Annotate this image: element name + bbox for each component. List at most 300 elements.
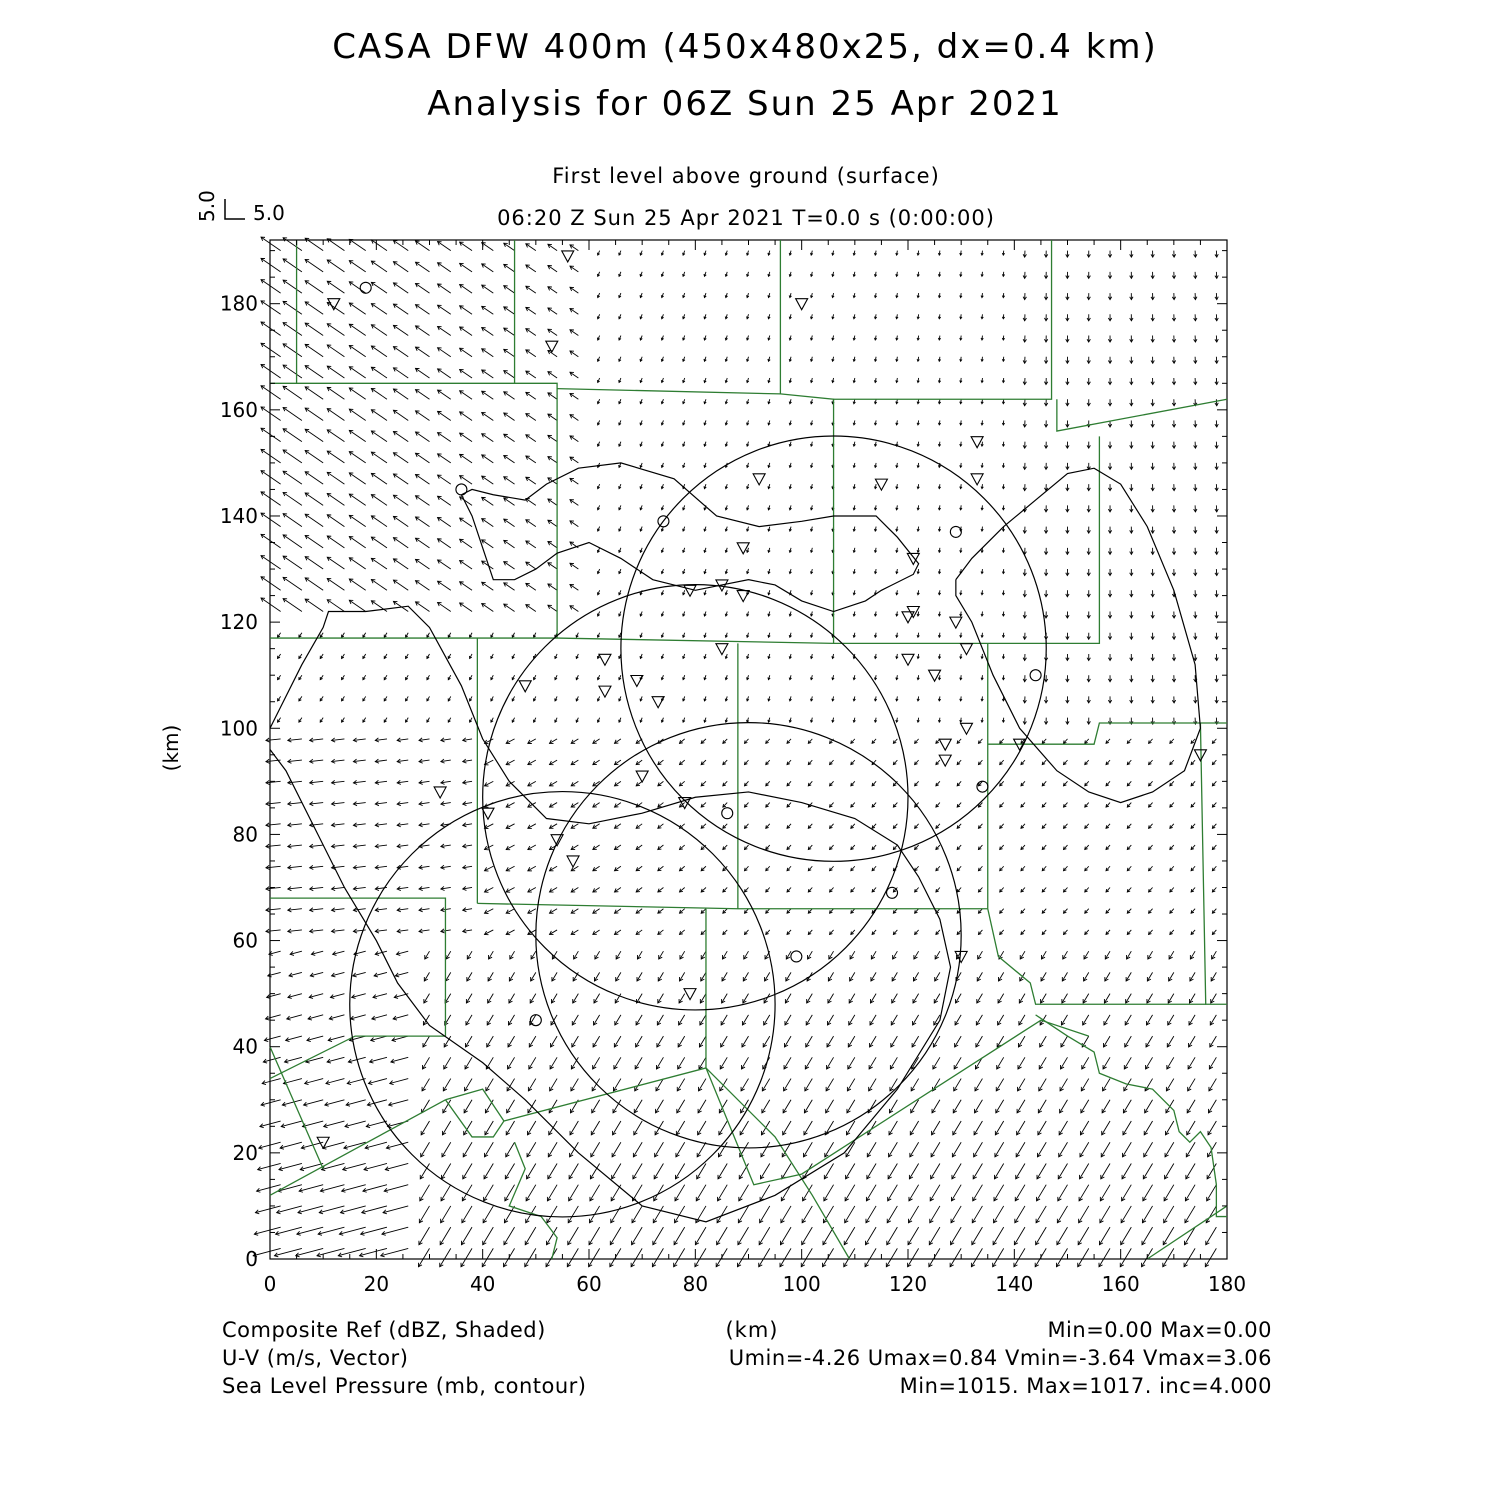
wind-vector	[349, 367, 365, 378]
wind-vector	[993, 1227, 1004, 1245]
wind-vector	[908, 1248, 919, 1266]
wind-vector	[460, 285, 472, 294]
wind-vector	[462, 1206, 472, 1223]
wind-vector	[909, 1185, 919, 1201]
wind-vector	[261, 280, 281, 293]
wind-vector	[261, 534, 281, 547]
wind-vector	[460, 433, 472, 442]
wind-vector	[1165, 1163, 1174, 1178]
wind-vector	[442, 1163, 451, 1178]
wind-vector	[954, 1079, 961, 1091]
station-circle-marker	[722, 808, 733, 819]
wind-vector	[382, 1227, 408, 1234]
wind-vector	[675, 1185, 685, 1201]
wind-vector	[283, 577, 302, 590]
wind-vector	[416, 602, 430, 612]
wind-vector	[349, 303, 365, 314]
wind-vector	[930, 1185, 940, 1201]
county-line	[557, 389, 833, 644]
wind-vector	[1185, 1185, 1195, 1201]
y-tick-label: 140	[219, 503, 258, 528]
wind-vector	[305, 535, 323, 547]
wind-vector	[739, 1163, 748, 1178]
wind-vector	[1101, 1142, 1110, 1157]
wind-vector	[283, 535, 302, 548]
wind-vector	[845, 1206, 855, 1223]
wind-vector	[393, 410, 408, 420]
wind-vector	[1017, 1100, 1025, 1113]
wind-vector	[261, 428, 281, 441]
wind-vector	[994, 1163, 1003, 1178]
wind-vector	[1103, 1079, 1110, 1091]
wind-vector	[349, 430, 365, 441]
legend-field-pressure: Sea Level Pressure (mb, contour)	[222, 1374, 587, 1398]
wind-vector	[1166, 1121, 1174, 1135]
wind-vector	[699, 1079, 706, 1091]
wind-vector	[305, 366, 323, 378]
wind-vector	[416, 432, 430, 442]
wind-vector	[261, 577, 281, 590]
wind-vector	[460, 582, 472, 591]
wind-vector	[845, 1185, 855, 1201]
wind-vector	[416, 475, 430, 485]
wind-vector	[482, 519, 494, 527]
wind-vector	[656, 1100, 664, 1113]
county-line	[509, 1142, 557, 1259]
wind-vector	[737, 1248, 748, 1266]
wind-vector	[438, 560, 451, 569]
wind-vector	[349, 261, 365, 272]
wind-vector	[460, 518, 472, 527]
wind-vector	[1014, 1227, 1025, 1245]
wind-vector	[283, 408, 302, 421]
wind-vector	[349, 345, 365, 356]
wind-vector	[589, 1227, 600, 1245]
wind-vector	[1081, 1100, 1089, 1113]
wind-vector	[1078, 1227, 1089, 1245]
wind-vector	[482, 328, 494, 336]
wind-vector	[440, 1227, 451, 1245]
wind-vector	[482, 243, 494, 251]
wind-vector	[393, 453, 408, 463]
wind-vector	[1143, 1163, 1152, 1178]
wind-vector	[698, 1100, 706, 1113]
wind-vector	[305, 578, 323, 590]
axis-ticks	[220, 240, 1246, 1296]
vector-scale-u-label: 5.0	[253, 201, 285, 225]
county-line	[834, 240, 1052, 399]
county-line	[477, 903, 987, 908]
wind-vector	[1100, 1206, 1110, 1223]
wind-vector	[1038, 1121, 1046, 1135]
wind-vector	[824, 1185, 834, 1201]
station-triangle-marker	[737, 591, 749, 602]
wind-vector	[283, 301, 302, 314]
wind-vector	[460, 327, 472, 336]
wind-vector	[1058, 1163, 1067, 1178]
x-tick-label: 160	[1101, 1272, 1140, 1296]
wind-vector	[438, 539, 451, 548]
wind-vector	[419, 1227, 430, 1245]
wind-vector	[741, 1079, 748, 1091]
wind-vector	[465, 1079, 472, 1091]
wind-vector	[1039, 1079, 1046, 1091]
wind-vector	[371, 388, 387, 399]
station-triangle-marker	[939, 739, 951, 750]
wind-vector	[591, 1142, 600, 1157]
wind-vector	[973, 1163, 982, 1178]
wind-vector	[419, 1206, 429, 1223]
wind-vector	[951, 1227, 962, 1245]
wind-vector	[1018, 1079, 1025, 1091]
wind-vector	[349, 409, 365, 420]
wind-vector	[759, 1248, 770, 1266]
wind-vector	[327, 472, 344, 484]
wind-vector	[911, 1079, 918, 1091]
wind-vector	[1123, 1142, 1132, 1157]
wind-vector	[327, 600, 344, 612]
wind-vector	[384, 1185, 408, 1191]
wind-vector	[590, 1185, 600, 1201]
wind-vector	[484, 1163, 493, 1178]
x-tick-label: 40	[469, 1272, 496, 1296]
wind-vector	[1143, 1185, 1153, 1201]
wind-vector	[506, 1121, 514, 1135]
wind-vector	[676, 1142, 685, 1157]
wind-vector	[460, 454, 472, 463]
station-triangle-marker	[551, 835, 563, 846]
wind-vector	[633, 1142, 642, 1157]
wind-vector	[420, 1185, 430, 1201]
wind-vector	[504, 286, 515, 293]
wind-vector	[283, 471, 302, 484]
wind-vector	[283, 514, 302, 527]
wind-vector	[653, 1227, 664, 1245]
wind-vector	[569, 1185, 579, 1201]
wind-vector	[393, 516, 408, 526]
wind-vector	[460, 603, 472, 612]
wind-vector	[1184, 1248, 1195, 1266]
wind-vector	[283, 599, 302, 612]
wind-vector	[783, 1121, 791, 1135]
wind-vector	[1145, 1100, 1153, 1113]
station-triangle-marker	[796, 299, 808, 310]
wind-vector	[416, 262, 430, 272]
wind-vector	[416, 305, 430, 315]
wind-vector	[283, 344, 302, 357]
wind-vector	[1099, 1227, 1110, 1245]
wind-vector	[612, 1163, 621, 1178]
wind-vector	[568, 1206, 578, 1223]
wind-vector	[365, 1142, 387, 1148]
wind-vector	[484, 1185, 494, 1201]
wind-vector	[505, 1163, 514, 1178]
wind-vector	[371, 325, 387, 336]
wind-vector	[674, 1227, 685, 1245]
wind-vector	[416, 347, 430, 357]
y-tick-label: 180	[219, 291, 258, 316]
wind-vector	[483, 1227, 494, 1245]
wind-vector	[371, 495, 387, 506]
wind-vector	[888, 1163, 897, 1178]
wind-vector	[761, 1163, 770, 1178]
wind-vector	[866, 1185, 876, 1201]
wind-vector	[1079, 1185, 1089, 1201]
wind-vector	[826, 1100, 834, 1113]
wind-vector	[327, 281, 344, 293]
wind-vector	[438, 305, 451, 314]
county-line	[270, 240, 297, 383]
wind-vector	[526, 1185, 536, 1201]
wind-vector	[327, 536, 344, 548]
y-tick-label: 40	[232, 1034, 258, 1059]
wind-vector	[504, 434, 515, 441]
wind-vector	[277, 1206, 302, 1213]
wind-vector	[305, 557, 323, 569]
station-triangle-marker	[902, 612, 914, 623]
wind-vector	[257, 1185, 281, 1191]
station-circle-marker	[791, 951, 802, 962]
wind-vector	[261, 343, 281, 356]
wind-vector	[589, 1248, 600, 1266]
wind-vector	[261, 513, 281, 526]
wind-vector	[281, 1121, 302, 1127]
wind-vector	[416, 241, 430, 251]
wind-vector	[371, 410, 387, 421]
y-tick-label: 100	[219, 716, 258, 741]
station-triangle-marker	[939, 755, 951, 766]
wind-vector	[349, 324, 365, 335]
wind-vector	[504, 307, 515, 314]
wind-vector	[421, 1142, 430, 1157]
wind-vector	[1208, 1121, 1216, 1135]
wind-vector	[1099, 1248, 1110, 1266]
wind-vector	[393, 368, 408, 378]
wind-vector	[393, 389, 408, 399]
station-triangle-marker	[902, 654, 914, 665]
y-axis-label: (km)	[159, 724, 183, 772]
wind-vector	[371, 431, 387, 442]
wind-vector	[341, 1206, 366, 1213]
station-triangle-marker	[684, 585, 696, 596]
wind-vector	[438, 369, 451, 378]
station-triangle-marker	[753, 474, 765, 485]
wind-vector	[525, 1227, 536, 1245]
wind-vector	[1164, 1185, 1174, 1201]
wind-vector	[279, 1163, 302, 1169]
wind-vector	[418, 1248, 429, 1266]
wind-vector	[887, 1227, 898, 1245]
wind-vector	[486, 1079, 493, 1091]
wind-vector	[504, 1206, 514, 1223]
wind-vector	[317, 1248, 344, 1255]
wind-vector	[464, 1100, 472, 1113]
station-triangle-marker	[562, 251, 574, 262]
wind-vector	[1122, 1185, 1132, 1201]
wind-vector	[803, 1163, 812, 1178]
wind-vector	[441, 1185, 451, 1201]
wind-vector	[416, 411, 430, 421]
vector-scale-arrow	[225, 199, 245, 219]
wind-vector	[463, 1163, 472, 1178]
wind-vector	[255, 1206, 280, 1213]
wind-vector	[504, 498, 515, 505]
x-tick-label: 60	[576, 1272, 602, 1296]
y-tick-label: 160	[219, 397, 258, 422]
wind-vector	[1101, 1163, 1110, 1178]
wind-vector	[570, 1121, 578, 1135]
wind-vector	[305, 344, 323, 356]
wind-vector	[305, 387, 323, 399]
wind-vector	[1122, 1163, 1131, 1178]
wind-vector	[1144, 1121, 1152, 1135]
wind-vector	[865, 1248, 876, 1266]
wind-vector	[485, 1142, 494, 1157]
wind-vector	[528, 1079, 535, 1091]
wind-vector	[995, 1121, 1003, 1135]
wind-vector	[327, 302, 344, 314]
wind-vector	[1017, 1121, 1025, 1135]
wind-vector	[972, 1206, 982, 1223]
wind-vector	[482, 455, 494, 463]
station-circle-marker	[977, 781, 988, 792]
wind-vector	[482, 370, 494, 378]
wind-vector	[393, 325, 408, 335]
county-line	[297, 383, 558, 638]
county-line	[1057, 399, 1227, 431]
x-tick-label: 0	[263, 1272, 277, 1296]
wind-vector	[305, 599, 323, 611]
wind-vector	[371, 580, 387, 591]
wind-vector	[438, 326, 451, 335]
wind-vector	[438, 242, 451, 251]
wind-vector	[740, 1121, 748, 1135]
wind-vector	[1100, 1185, 1110, 1201]
wind-vector	[463, 1142, 472, 1157]
wind-vector	[890, 1079, 897, 1091]
wind-vector	[460, 391, 472, 400]
wind-vector	[343, 1163, 366, 1169]
wind-vector	[951, 1185, 961, 1201]
wind-vector	[258, 1163, 281, 1169]
wind-vector	[1209, 1079, 1216, 1091]
wind-vector	[677, 1079, 684, 1091]
wind-vector	[305, 323, 323, 335]
wind-vector	[1208, 1100, 1216, 1113]
wind-vector	[280, 1142, 302, 1148]
wind-vector	[1185, 1227, 1196, 1245]
wind-vector	[261, 237, 281, 250]
wind-vector	[364, 1163, 387, 1169]
wind-vector	[592, 1100, 600, 1113]
wind-vector	[482, 604, 494, 612]
wind-vector	[504, 540, 515, 547]
wind-vector	[1123, 1121, 1131, 1135]
wind-vector	[321, 1163, 344, 1169]
wind-vector	[349, 239, 365, 250]
wind-vector	[305, 429, 323, 441]
x-tick-label: 80	[682, 1272, 709, 1296]
wind-vector	[525, 1248, 536, 1266]
wind-vector	[1036, 1227, 1047, 1245]
x-tick-label: 180	[1207, 1272, 1247, 1296]
wind-vector	[698, 1121, 706, 1135]
wind-vector	[349, 388, 365, 399]
wind-vector	[261, 471, 281, 484]
wind-vector	[867, 1163, 876, 1178]
wind-vector	[393, 347, 408, 357]
wind-vector	[610, 1227, 621, 1245]
wind-vector	[1060, 1100, 1068, 1113]
wind-vector	[930, 1206, 940, 1223]
wind-vector	[504, 413, 515, 420]
wind-vector	[717, 1227, 728, 1245]
wind-vector	[1121, 1227, 1132, 1245]
wind-vector	[381, 1248, 408, 1255]
wind-vector	[443, 1079, 450, 1091]
wind-vector	[393, 262, 408, 272]
wind-vector	[482, 285, 494, 293]
figure-subtitle: Analysis for 06Z Sun 25 Apr 2021	[427, 84, 1063, 124]
wind-vector	[654, 1163, 663, 1178]
wind-vector	[349, 579, 365, 590]
radar-range-rings	[350, 436, 1046, 1217]
wind-vector	[1056, 1248, 1067, 1266]
wind-vector	[781, 1185, 791, 1201]
wind-vector	[869, 1079, 876, 1091]
wind-vector	[305, 493, 323, 505]
legend-field-reflectivity: Composite Ref (dBZ, Shaded)	[222, 1318, 546, 1342]
wind-vector	[1080, 1142, 1089, 1157]
vector-scale-key	[195, 190, 285, 225]
wind-vector	[504, 264, 515, 271]
wind-vector	[1144, 1142, 1153, 1157]
station-triangle-marker	[875, 479, 887, 490]
wind-vector	[759, 1227, 770, 1245]
wind-vector	[571, 1079, 578, 1091]
wind-vector	[442, 1142, 451, 1157]
wind-vector	[1058, 1185, 1068, 1201]
wind-vector	[591, 1121, 599, 1135]
wind-vector	[653, 1206, 663, 1223]
wind-vector	[953, 1121, 961, 1135]
wind-vector	[633, 1163, 642, 1178]
wind-vector	[349, 537, 365, 548]
wind-vector	[504, 1227, 515, 1245]
wind-vector	[1059, 1121, 1067, 1135]
wind-vector	[319, 1206, 344, 1213]
wind-vector	[327, 345, 344, 357]
wind-vector	[1121, 1206, 1131, 1223]
wind-vector	[886, 1248, 897, 1266]
county-line	[445, 1089, 503, 1137]
wind-vector	[261, 449, 281, 462]
wind-vector	[327, 494, 344, 506]
wind-vector	[283, 386, 302, 399]
wind-vector	[482, 264, 494, 272]
wind-vector	[1186, 1163, 1195, 1178]
wind-vector	[324, 1121, 345, 1127]
wind-vector	[632, 1227, 643, 1245]
wind-vector	[547, 1185, 557, 1201]
wind-vector	[974, 1121, 982, 1135]
wind-vector	[527, 1142, 536, 1157]
wind-vector	[393, 559, 408, 569]
wind-vector	[349, 515, 365, 526]
wind-vector	[590, 1163, 599, 1178]
wind-vector	[298, 1206, 323, 1213]
wind-vector	[504, 371, 515, 378]
